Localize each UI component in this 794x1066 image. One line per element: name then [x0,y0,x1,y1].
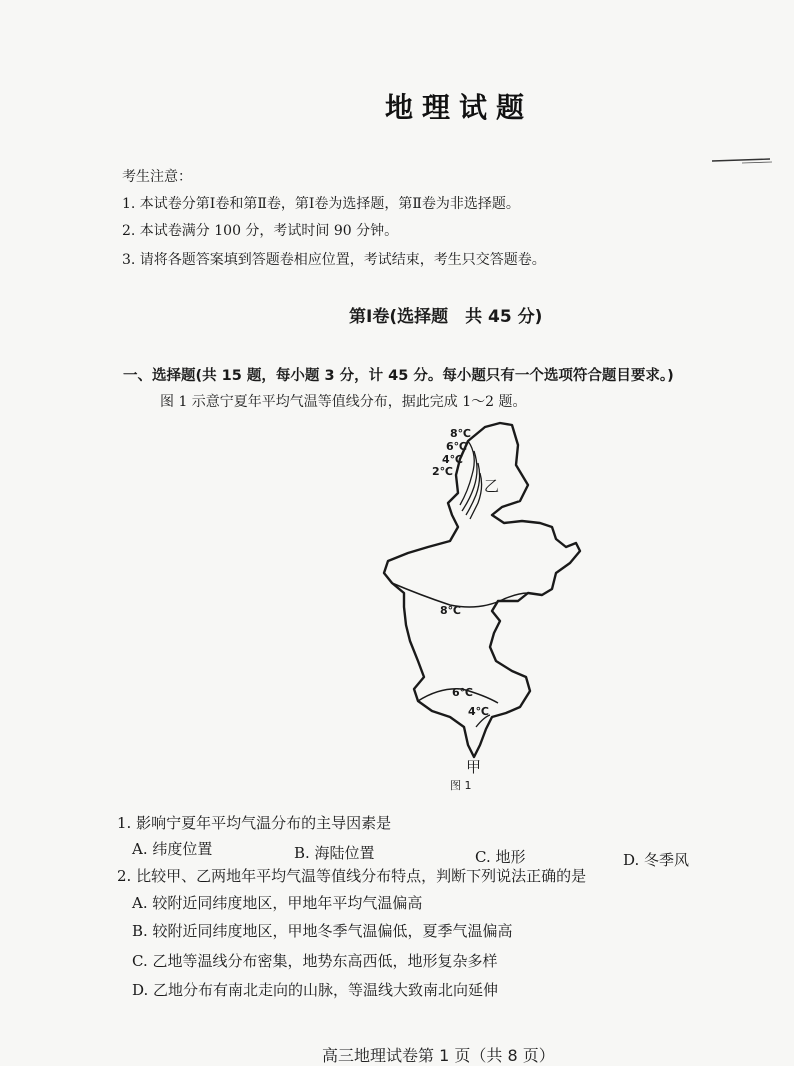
place-label-yi: 乙 [484,477,500,495]
part-heading: 一、选择题(共 15 题，每小题 3 分，计 45 分。每小题只有一个选项符合题目要求。) [123,368,674,384]
question-2-option-c: C. 乙地等温线分布密集，地势东高西低，地形复杂多样 [132,952,498,970]
notice-heading: 考生注意： [122,169,192,185]
isotherm-label: 2℃ [432,465,453,478]
question-1-option-d: D. 冬季风 [623,851,690,869]
section-title: 第Ⅰ卷(选择题 共 45 分) [349,307,543,327]
ningxia-isotherm-map [380,415,600,795]
question-2-option-b: B. 较附近同纬度地区，甲地冬季气温偏低，夏季气温偏高 [132,922,513,940]
figure-caption: 图 1 [450,779,472,792]
notice-item: 2. 本试卷满分 100 分，考试时间 90 分钟。 [122,223,399,239]
question-1-option-b: B. 海陆位置 [294,844,375,862]
figure-intro: 图 1 示意宁夏年平均气温等值线分布，据此完成 1～2 题。 [160,394,527,410]
question-2-stem: 2. 比较甲、乙两地年平均气温等值线分布特点，判断下列说法正确的是 [117,867,587,885]
question-1-stem: 1. 影响宁夏年平均气温分布的主导因素是 [117,814,392,832]
isotherm-label: 4℃ [468,705,489,718]
page-title: 地理试题 [385,91,534,124]
isotherm-label: 8℃ [450,427,471,440]
place-label-jia: 甲 [466,758,482,776]
question-1-option-a: A. 纬度位置 [132,840,213,858]
question-2-option-a: A. 较附近同纬度地区，甲地年平均气温偏高 [132,894,423,912]
scan-mark [712,155,772,165]
isotherm-label: 6℃ [446,440,467,453]
notice-item: 1. 本试卷分第Ⅰ卷和第Ⅱ卷，第Ⅰ卷为选择题，第Ⅱ卷为非选择题。 [122,196,520,212]
question-1-option-c: C. 地形 [475,848,526,866]
isotherm-label: 8℃ [440,604,461,617]
isotherm-label: 4℃ [442,453,463,466]
page-footer: 高三地理试卷第 1 页（共 8 页） [322,1046,555,1065]
isotherm-label: 6℃ [452,686,473,699]
question-2-option-d: D. 乙地分布有南北走向的山脉，等温线大致南北向延伸 [132,981,499,999]
notice-item: 3. 请将各题答案填到答题卷相应位置，考试结束，考生只交答题卷。 [122,252,546,268]
